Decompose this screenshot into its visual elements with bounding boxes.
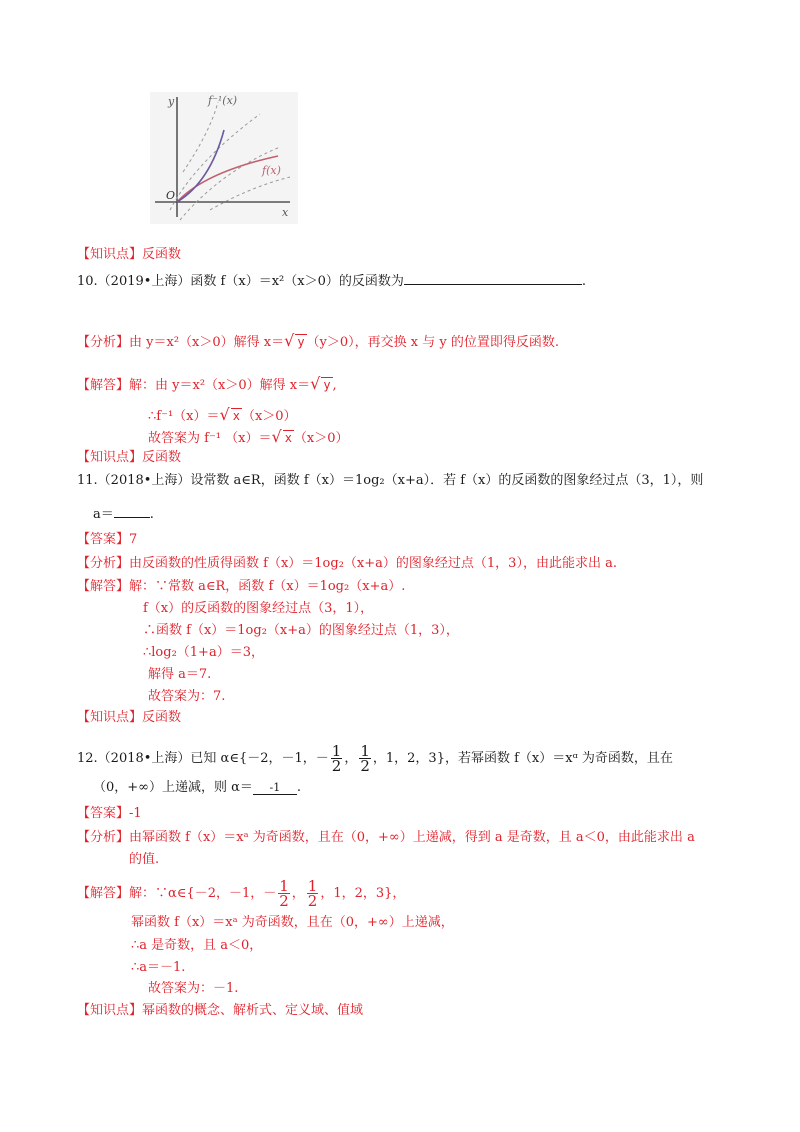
question-12-line-1: 12.（2018•上海）已知 α∈{－2，－1，－ $\frac{1}{2}$ ， $\frac{1}{2}$ ，1，2，3}，若幂函数 f（x）＝xᵅ 为奇函数，且在 bbox=[77, 742, 673, 775]
label-y: y bbox=[168, 95, 175, 108]
answer-11: 【答案】7 bbox=[77, 532, 138, 547]
solution-12-line-1: 【解答】解：∵α∈{－2，－1，－ $\frac{1}{2}$ ， $\frac{1}{2}$ ，1，2，3}， bbox=[77, 877, 406, 910]
question-11-line-1: 11.（2018•上海）设常数 a∈R，函数 f（x）＝1og₂（x+a）．若 f（x）的反函数的图象经过点（3，1），则 bbox=[77, 473, 704, 488]
solution-12-line-3: ∴a 是奇数，且 a＜0， bbox=[131, 938, 263, 953]
solution-10-line-2: ∴f⁻¹（x）＝√ x （x＞0） bbox=[148, 405, 297, 424]
knowledge-point-11: 【知识点】反函数 bbox=[77, 710, 182, 725]
solution-11-line-2: f（x）的反函数的图象经过点（3，1）， bbox=[143, 601, 374, 616]
solution-11-line-4: ∴log₂（1+a）＝3， bbox=[143, 645, 264, 660]
label-origin: O bbox=[166, 189, 176, 202]
solution-11-line-3: ∴函数 f（x）＝1og₂（x+a）的图象经过点（1，3）， bbox=[143, 623, 459, 638]
solution-12-line-5: 故答案为：－1. bbox=[148, 981, 239, 996]
question-12-line-2: （0，+∞）上递减，则 α＝ -1 . bbox=[93, 780, 302, 795]
solution-11-line-1: 【解答】解：∵常数 a∈R，函数 f（x）＝1og₂（x+a）. bbox=[77, 579, 406, 594]
solution-12-line-4: ∴a＝－1. bbox=[131, 960, 186, 975]
label-f: f(x) bbox=[262, 164, 281, 177]
analysis-10: 【分析】由 y＝x²（x＞0）解得 x＝√ y （y＞0），再交换 x 与 y 的位置即得反函数. bbox=[77, 331, 559, 350]
question-11-line-2: a＝ . bbox=[93, 507, 154, 522]
fraction-half-3: $\frac{1}{2}$ bbox=[279, 877, 289, 910]
solution-10-line-3: 故答案为 f⁻¹ （x）＝√ x （x＞0） bbox=[148, 427, 349, 446]
solution-11-line-6: 故答案为：7. bbox=[148, 689, 226, 704]
solution-11-line-5: 解得 a＝7. bbox=[148, 667, 212, 682]
label-x: x bbox=[282, 206, 289, 219]
solution-12-line-2: 幂函数 f（x）＝xᵃ 为奇函数，且在（0，+∞）上递减， bbox=[131, 915, 454, 930]
answer-12: 【答案】-1 bbox=[77, 806, 142, 821]
analysis-12-line-2: 的值. bbox=[129, 852, 160, 867]
fraction-half-4: $\frac{1}{2}$ bbox=[307, 877, 318, 910]
knowledge-point-12: 【知识点】幂函数的概念、解析式、定义域、值域 bbox=[77, 1003, 364, 1018]
inverse-function-graph bbox=[150, 92, 298, 224]
fraction-half-2: $\frac{1}{2}$ bbox=[360, 742, 370, 775]
knowledge-point-9: 【知识点】反函数 bbox=[77, 247, 182, 262]
label-f-inverse: f⁻¹(x) bbox=[208, 94, 238, 107]
answer-blank-12[interactable]: -1 bbox=[253, 782, 297, 795]
fraction-half-1: $\frac{1}{2}$ bbox=[331, 742, 342, 775]
question-10: 10.（2019•上海）函数 f（x）＝x²（x＞0）的反函数为 . bbox=[77, 274, 586, 289]
knowledge-point-10: 【知识点】反函数 bbox=[77, 450, 182, 465]
analysis-12-line-1: 【分析】由幂函数 f（x）＝xᵃ 为奇函数，且在（0，+∞）上递减，得到 a 是奇数，且 a＜0，由此能求出 a bbox=[77, 830, 695, 845]
answer-blank-11[interactable] bbox=[114, 505, 150, 518]
answer-blank-10[interactable] bbox=[404, 272, 582, 285]
analysis-11: 【分析】由反函数的性质得函数 f（x）＝1og₂（x+a）的图象经过点（1，3），由此能求出 a. bbox=[77, 556, 617, 571]
solution-10-line-1: 【解答】解：由 y＝x²（x＞0）解得 x＝√ y , bbox=[77, 374, 337, 393]
